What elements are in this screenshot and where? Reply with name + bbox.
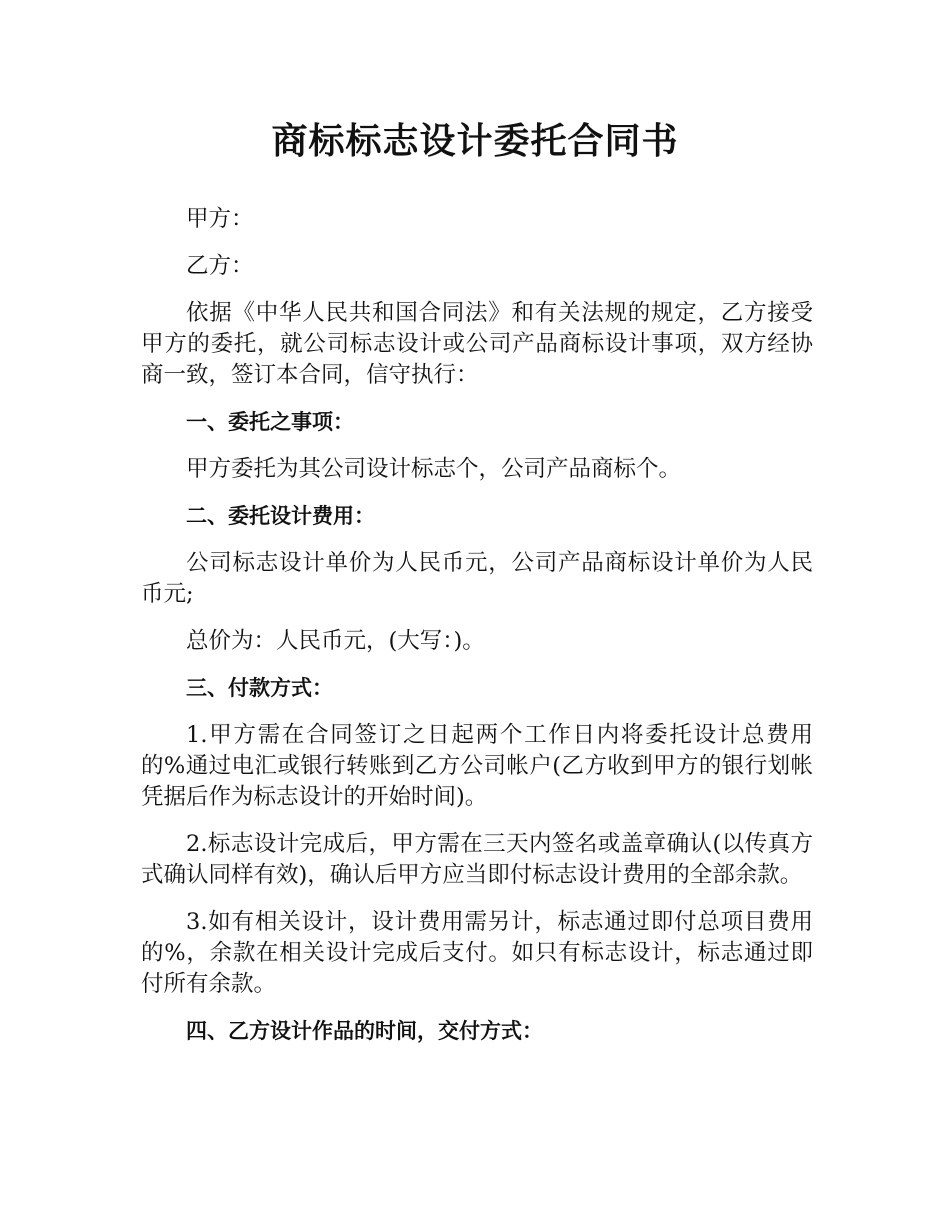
party-a-line: 甲方： [186, 206, 254, 232]
section-1-heading: 一、委托之事项： [186, 410, 354, 434]
document-body [141, 204, 813, 1063]
section-2-heading: 二、委托设计费用： [186, 504, 375, 528]
party-b-line: 乙方： [186, 253, 254, 279]
section-3-item-1: 1.甲方需在合同签订之日起两个工作日内将委托设计总费用的%通过电汇或银行转账到乙方公司帐户(乙方收到甲方的银行划帐凭据后作为标志设计的开始时间)。 [141, 722, 813, 810]
section-3-item-3: 3.如有相关设计，设计费用需另计，标志通过即付总项目费用的%，余款在相关设计完成后支付。如只有标志设计，标志通过即付所有余款。 [141, 909, 813, 997]
section-1-text: 甲方委托为其公司设计标志个，公司产品商标个。 [186, 456, 682, 482]
intro-paragraph: 依据《中华人民共和国合同法》和有关法规的规定，乙方接受甲方的委托，就公司标志设计或公司产品商标设计事项，双方经协商一致，签订本合同，信守执行： [141, 300, 813, 388]
section-3-item-2: 2.标志设计完成后，甲方需在三天内签名或盖章确认(以传真方式确认同样有效)，确认后甲方应当即付标志设计费用的全部余款。 [141, 831, 813, 888]
section-3-heading: 三、付款方式： [186, 676, 333, 700]
section-2-text-2: 总价为：人民币元，(大写：)。 [186, 628, 485, 654]
section-2-text-1: 公司标志设计单价为人民币元，公司产品商标设计单价为人民币元; [141, 550, 813, 607]
section-4-heading: 四、乙方设计作品的时间，交付方式： [186, 1019, 543, 1043]
document-title: 商标标志设计委托合同书 [271, 121, 679, 162]
